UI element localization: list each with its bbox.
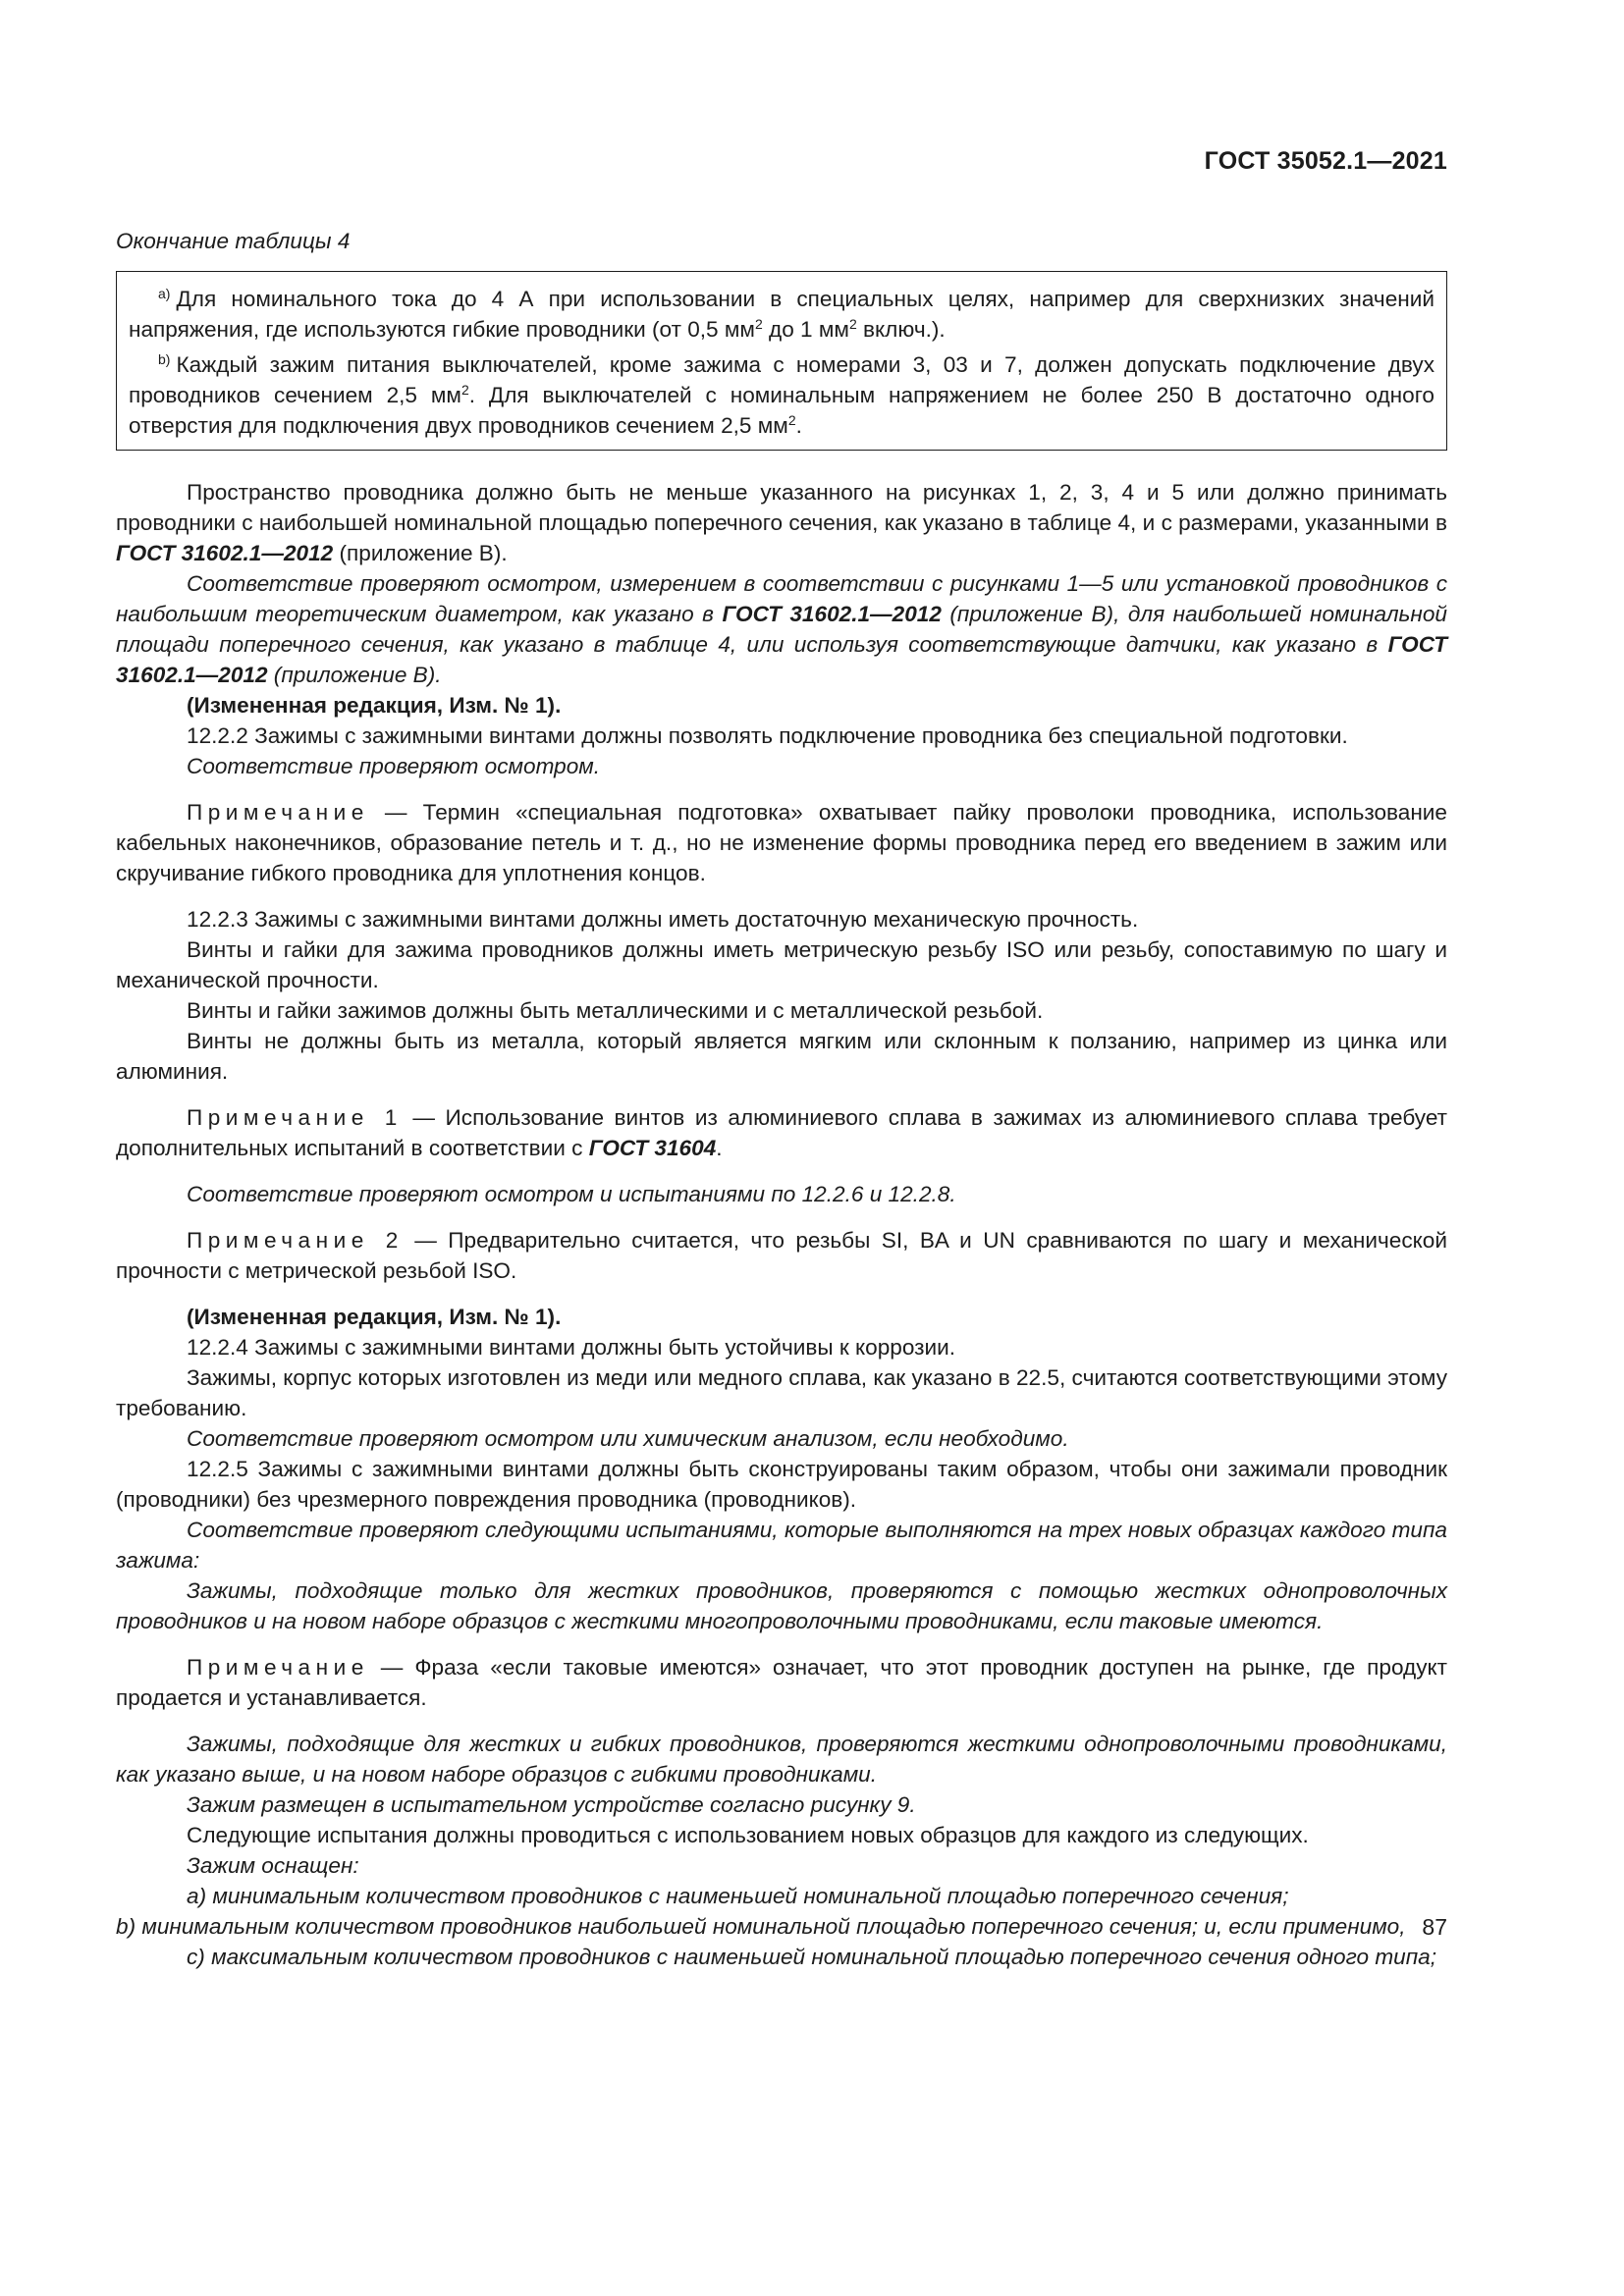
text-run: Для номинального тока до 4 А при использовании в специальных целях, например для сверхнизких значений напряжения, где используются гибкие проводники (от 0,5 мм — [129, 287, 1435, 342]
text-run: Винты не должны быть из металла, который является мягким или склонным к ползанию, например из цинка или алюминия. — [116, 1029, 1447, 1084]
text-run: до 1 мм — [762, 317, 849, 342]
text-run: Примечание 1 — [187, 1105, 403, 1130]
text-run: . Для выключателей с номинальным напряжением не более 250 В достаточно одного отверстия для подключения двух проводников сечением 2,5 мм — [129, 383, 1435, 438]
text-run: Зажим размещен в испытательном устройстве согласно рисунку 9. — [187, 1792, 916, 1817]
text-run: . — [716, 1136, 723, 1160]
text-run: 12.2.4 Зажимы с зажимными винтами должны быть устойчивы к коррозии. — [187, 1335, 956, 1360]
page-content — [116, 226, 1447, 1972]
paragraph — [116, 1332, 1447, 1362]
text-run: 12.2.2 Зажимы с зажимными винтами должны позволять подключение проводника без специальной подготовки. — [187, 723, 1348, 748]
text-run: Соответствие проверяют следующими испытаниями, которые выполняются на трех новых образцах каждого типа зажима: — [116, 1518, 1447, 1573]
paragraph — [116, 568, 1447, 690]
text-run: (Измененная редакция, Изм. № 1). — [187, 693, 562, 718]
text-run: 12.2.5 Зажимы с зажимными винтами должны быть сконструированы таким образом, чтобы они зажимали проводник (проводники) без чрезмерного повреждения проводника (проводников). — [116, 1457, 1447, 1512]
paragraph — [116, 1820, 1447, 1850]
list-item — [116, 1942, 1447, 1972]
paragraph — [116, 995, 1447, 1026]
paragraph — [116, 1179, 1447, 1209]
footnote — [129, 345, 1435, 441]
text-run: ГОСТ 31602.1—2012 — [116, 632, 1447, 687]
list-item — [116, 1911, 1447, 1942]
text-run: (приложение В). — [333, 541, 508, 565]
text-run: Следующие испытания должны проводиться с использованием новых образцов для каждого из следующих. — [187, 1823, 1309, 1847]
paragraph — [116, 690, 1447, 721]
note-paragraph — [116, 1225, 1447, 1286]
paragraph — [116, 904, 1447, 934]
paragraph — [116, 1515, 1447, 1575]
text-run: — Предварительно считается, что резьбы SI, BA и UN сравниваются по шагу и механической прочности с метрической резьбой ISO. — [116, 1228, 1447, 1283]
paragraph — [116, 1454, 1447, 1515]
paragraph — [116, 751, 1447, 781]
text-run: ГОСТ 31602.1—2012 — [722, 602, 942, 626]
text-run: — Фраза «если таковые имеются» означает, что этот проводник доступен на рынке, где продукт продается и устанавливается. — [116, 1655, 1447, 1710]
text-run: a) минимальным количеством проводников с наименьшей номинальной площадью поперечного сечения; — [187, 1884, 1289, 1908]
page-number: 87 — [1422, 1914, 1447, 1940]
note-paragraph — [116, 797, 1447, 888]
paragraph — [116, 721, 1447, 751]
text-run: Зажимы, корпус которых изготовлен из меди или медного сплава, как указано в 22.5, считаются соответствующими этому требованию. — [116, 1365, 1447, 1420]
text-run: — Термин «специальная подготовка» охватывает пайку проволоки проводника, использование кабельных наконечников, образование петель и т. д., но не изменение формы проводника перед его введением в зажим или скручивание гибкого проводника для уплотнения концов. — [116, 800, 1447, 885]
paragraph — [116, 934, 1447, 995]
text-run: Винты и гайки для зажима проводников должны иметь метрическую резьбу ISO или резьбу, сопоставимую по шагу и механической прочности. — [116, 937, 1447, 992]
superscript: 2 — [460, 382, 469, 398]
text-run: 12.2.3 Зажимы с зажимными винтами должны иметь достаточную механическую прочность. — [187, 907, 1139, 932]
text-run: c) максимальным количеством проводников с наименьшей номинальной площадью поперечного сечения одного типа; — [187, 1945, 1436, 1969]
paragraph — [116, 1302, 1447, 1332]
text-run: Примечание 2 — [187, 1228, 404, 1253]
text-run: Примечание — [187, 1655, 369, 1680]
text-run: Зажимы, подходящие только для жестких проводников, проверяются с помощью жестких однопроволочных проводников и на новом наборе образцов с жесткими многопроволочными проводниками, если таковые имеются. — [116, 1578, 1447, 1633]
text-run: (Измененная редакция, Изм. № 1). — [187, 1305, 562, 1329]
text-run: ГОСТ 31604 — [588, 1136, 717, 1160]
text-run: ГОСТ 31602.1—2012 — [116, 541, 334, 565]
paragraph — [116, 1575, 1447, 1636]
note-paragraph — [116, 1102, 1447, 1163]
text-run: Винты и гайки зажимов должны быть металлическими и с металлической резьбой. — [187, 998, 1044, 1023]
text-run: Соответствие проверяют осмотром, измерением в соответствии с рисунками 1—5 или установкой проводников с наибольшим теоретическим диаметром, как указано в — [116, 571, 1447, 626]
paragraph — [116, 1850, 1447, 1881]
paragraph — [116, 1423, 1447, 1454]
table-footnotes-box — [116, 271, 1447, 451]
paragraph — [116, 1789, 1447, 1820]
text-run: (приложение В). — [267, 663, 442, 687]
text-run: b) минимальным количеством проводников наибольшей номинальной площадью поперечного сечения; и, если применимо, — [116, 1914, 1406, 1939]
text-run: (приложение В), для наибольшей номинальной площади поперечного сечения, как указано в таблице 4, или используя соответствующие датчики, как указано в — [116, 602, 1448, 657]
footnote-mark: a) — [158, 286, 171, 301]
body-text — [116, 477, 1447, 1972]
text-run: Примечание — [187, 800, 369, 825]
paragraph — [116, 1026, 1447, 1087]
note-paragraph — [116, 1652, 1447, 1713]
superscript: 2 — [848, 316, 857, 332]
text-run: Пространство проводника должно быть не меньше указанного на рисунках 1, 2, 3, 4 и 5 или должно принимать проводники с наибольшей номинальной площадью поперечного сечения, как указано в таблице 4, и с размерами, указанными в — [116, 480, 1447, 535]
superscript: 2 — [754, 316, 763, 332]
list-item — [116, 1881, 1447, 1911]
paragraph — [116, 1729, 1447, 1789]
table-caption: Окончание таблицы 4 — [116, 229, 351, 253]
text-run: Соответствие проверяют осмотром. — [187, 754, 601, 778]
text-run: Соответствие проверяют осмотром или химическим анализом, если необходимо. — [187, 1426, 1069, 1451]
paragraph — [116, 1362, 1447, 1423]
paragraph — [116, 477, 1447, 568]
text-run: Каждый зажим питания выключателей, кроме зажима с номерами 3, 03 и 7, должен допускать подключение двух проводников сечением 2,5 мм — [129, 352, 1435, 407]
document-id: ГОСТ 35052.1—2021 — [1204, 147, 1447, 175]
text-run: Соответствие проверяют осмотром и испытаниями по 12.2.6 и 12.2.8. — [187, 1182, 956, 1206]
footnote-mark: b) — [158, 351, 171, 367]
text-run: Зажим оснащен: — [187, 1853, 359, 1878]
superscript: 2 — [787, 412, 796, 428]
text-run: . — [795, 413, 802, 438]
text-run: Зажимы, подходящие для жестких и гибких проводников, проверяются жесткими однопроволочными проводниками, как указано выше, и на новом наборе образцов с гибкими проводниками. — [116, 1732, 1447, 1787]
footnote — [129, 279, 1435, 345]
text-run: — Использование винтов из алюминиевого сплава в зажимах из алюминиевого сплава требует дополнительных испытаний в соответствии с — [116, 1105, 1447, 1160]
text-run: включ.). — [856, 317, 946, 342]
